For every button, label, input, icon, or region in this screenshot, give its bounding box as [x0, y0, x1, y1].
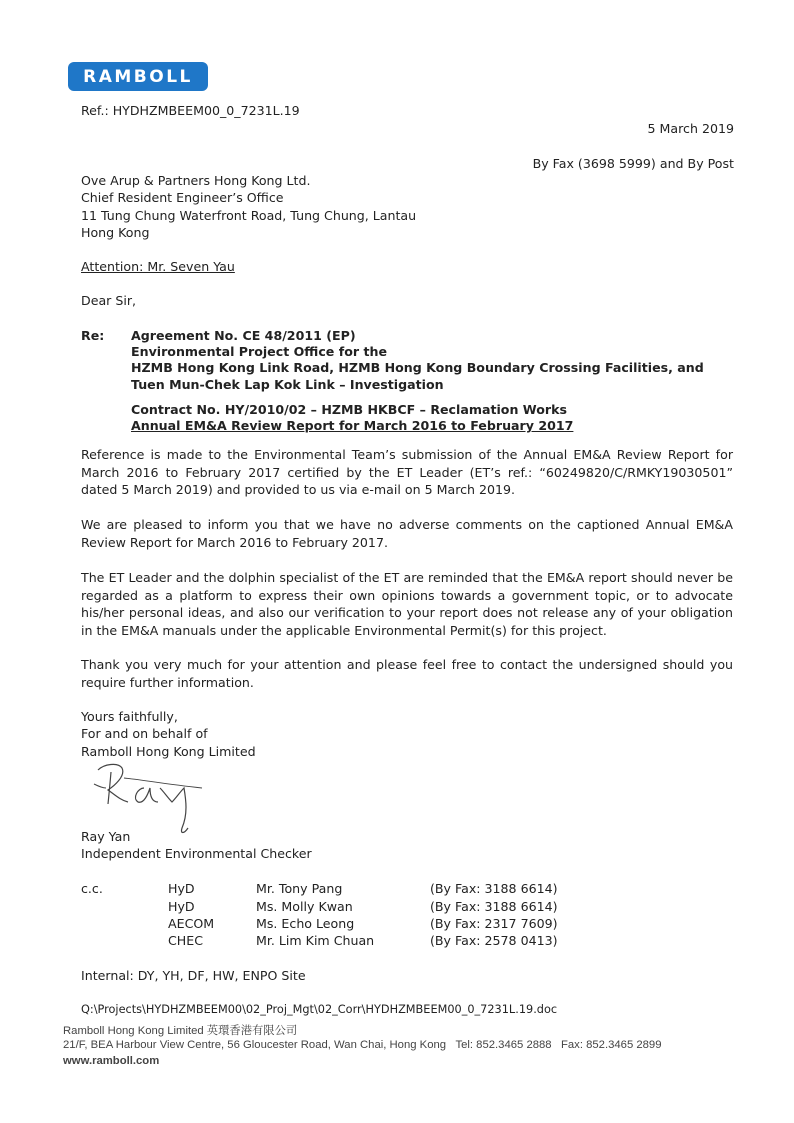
report-title: Annual EM&A Review Report for March 2016 to February 2017 — [131, 418, 574, 434]
signatory-title: Independent Environmental Checker — [81, 846, 312, 861]
file-path: Q:\Projects\HYDHZMBEEM00\02_Proj_Mgt\02_Corr\HYDHZMBEEM00_0_7231L.19.doc — [81, 1003, 558, 1016]
closing-line: Ramboll Hong Kong Limited — [81, 743, 256, 759]
company-logo: RAMBOLL — [68, 62, 208, 91]
cc-fax: (By Fax: 3188 6614) — [430, 899, 558, 914]
subject-line: HZMB Hong Kong Link Road, HZMB Hong Kong Boundary Crossing Facilities, and — [131, 360, 704, 376]
cc-org: CHEC — [168, 933, 204, 948]
subject-label: Re: — [81, 328, 105, 343]
contract-heading — [131, 402, 573, 434]
signature-image — [84, 758, 214, 838]
letter-date: 5 March 2019 — [647, 121, 734, 136]
cc-label: c.c. — [81, 881, 103, 896]
recipient-line: Chief Resident Engineer’s Office — [81, 190, 284, 206]
subject-line: Agreement No. CE 48/2011 (EP) — [131, 328, 356, 343]
attention-line: Attention: Mr. Seven Yau — [81, 259, 235, 274]
reference-number: Ref.: HYDHZMBEEM00_0_7231L.19 — [81, 103, 300, 118]
salutation: Dear Sir, — [81, 293, 137, 308]
closing-line: For and on behalf of — [81, 726, 208, 742]
body-paragraph: Thank you very much for your attention and please feel free to contact the undersigned should you require further information. — [81, 657, 733, 690]
delivery-method: By Fax (3698 5999) and By Post — [532, 156, 734, 171]
subject-line: Tuen Mun-Chek Lap Kok Link – Investigation — [131, 376, 444, 392]
closing-line: Yours faithfully, — [81, 709, 178, 724]
recipient-line: Hong Kong — [81, 225, 150, 241]
cc-org: AECOM — [168, 916, 215, 931]
cc-fax: (By Fax: 2578 0413) — [430, 933, 558, 948]
cc-org: HyD — [168, 899, 195, 914]
contract-line: Contract No. HY/2010/02 – HZMB HKBCF – Reclamation Works — [131, 402, 567, 417]
footer-tel: Tel: 852.3465 2888 — [455, 1039, 552, 1051]
subject-heading — [131, 328, 704, 393]
cc-name: Mr. Tony Pang — [256, 881, 343, 896]
footer-company: Ramboll Hong Kong Limited 英環香港有限公司 — [63, 1025, 298, 1037]
footer-address: 21/F, BEA Harbour View Centre, 56 Gloucester Road, Wan Chai, Hong Kong — [63, 1039, 447, 1051]
signatory-name: Ray Yan — [81, 829, 131, 844]
cc-org: HyD — [168, 881, 195, 896]
footer-fax: Fax: 852.3465 2899 — [561, 1039, 662, 1051]
cc-name: Mr. Lim Kim Chuan — [256, 933, 375, 948]
body-paragraph: The ET Leader and the dolphin specialist of the ET are reminded that the EM&A report should never be regarded as a platform to express their own opinions towards a government topic, or to advocate his/her personal ideas, and also our verification to your report does not release any of your obligation in the EM&A manuals under the applicable Environmental Permit(s) for this project. — [81, 570, 733, 638]
cc-fax: (By Fax: 3188 6614) — [430, 881, 558, 896]
cc-name: Ms. Echo Leong — [256, 916, 355, 931]
recipient-line: 11 Tung Chung Waterfront Road, Tung Chung, Lantau — [81, 207, 417, 223]
footer-address-line — [63, 1039, 662, 1051]
closing-block — [81, 708, 256, 760]
body-paragraph: Reference is made to the Environmental Team’s submission of the Annual EM&A Review Report for March 2016 to February 2017 certified by the ET Leader (ET’s ref.: “60249820/C/RMKY19030501” dated 5 March 2019) and provided to us via e-mail on 5 March 2019. — [81, 447, 733, 497]
subject-line: Environmental Project Office for the — [131, 344, 387, 360]
internal-distribution: Internal: DY, YH, DF, HW, ENPO Site — [81, 968, 306, 983]
recipient-address — [81, 172, 416, 242]
footer-website[interactable]: www.ramboll.com — [63, 1055, 160, 1067]
body-paragraph: We are pleased to inform you that we have no adverse comments on the captioned Annual EM&A Review Report for March 2016 to February 2017. — [81, 517, 733, 550]
cc-name: Ms. Molly Kwan — [256, 899, 353, 914]
recipient-line: Ove Arup & Partners Hong Kong Ltd. — [81, 173, 311, 188]
cc-fax: (By Fax: 2317 7609) — [430, 916, 558, 931]
